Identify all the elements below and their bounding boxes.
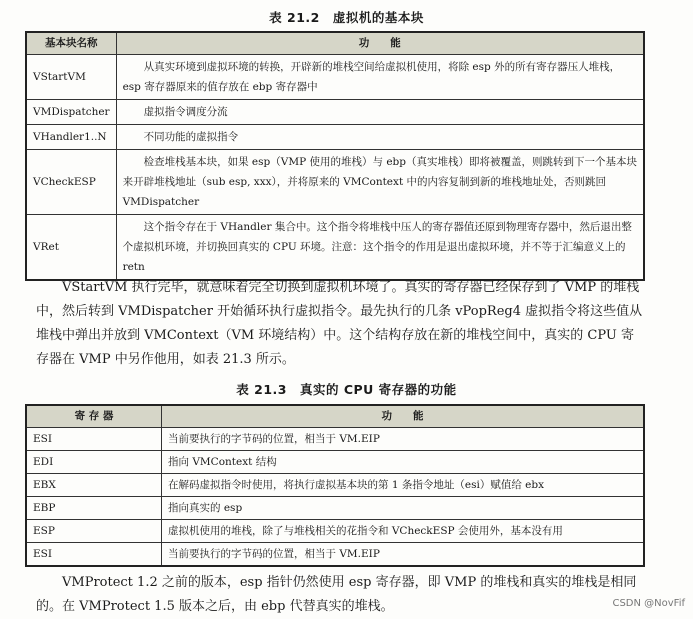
table-row — [26, 520, 644, 543]
register-name: EBX — [26, 474, 162, 497]
watermark: CSDN @NovFif — [612, 598, 685, 609]
column-header-function: 功 能 — [116, 32, 644, 55]
table-row — [26, 55, 644, 100]
block-description: 检查堆栈基本块，如果 esp（VMP 使用的堆栈）与 ebp（真实堆栈）即将被覆盖，则跳转到下一个基本块来开辟堆栈地址（sub esp, xxx），并将原来的 VMContext 中的内容复制到新的堆栈地址处，否则跳回 VMDispatcher — [116, 150, 644, 215]
block-name: VCheckESP — [26, 150, 116, 215]
body-paragraph: VStartVM 执行完毕，就意味着完全切换到虚拟机环境了。真实的寄存器已经保存到了 VMP 的堆栈中，然后转到 VMDispatcher 开始循环执行虚拟指令。最先执行的几条 vPopReg4 虚拟指令将这些值从堆栈中弹出并放到 VMContext（VM 环境结构）中。这个结构存放在新的堆栈空间中，真实的 CPU 寄存器在 VMP 中另作他用，如表 21.3 所示。 — [36, 280, 643, 367]
column-header-function: 功 能 — [162, 405, 645, 428]
table-row — [26, 215, 644, 281]
table-header-row — [26, 32, 644, 55]
block-name: VMDispatcher — [26, 100, 116, 125]
basic-blocks-table — [25, 31, 645, 281]
block-description: 不同功能的虚拟指令 — [116, 125, 644, 150]
register-name: ESI — [26, 543, 162, 567]
table-row — [26, 100, 644, 125]
table1-caption: 表 21.2 虚拟机的基本块 — [269, 10, 424, 25]
register-description: 当前要执行的字节码的位置，相当于 VM.EIP — [162, 428, 645, 451]
cpu-registers-table — [25, 404, 645, 567]
table2-caption: 表 21.3 真实的 CPU 寄存器的功能 — [236, 382, 457, 397]
table-row — [26, 451, 644, 474]
register-description: 指向 VMContext 结构 — [162, 451, 645, 474]
body-paragraph: VMProtect 1.2 之前的版本，esp 指针仍然使用 esp 寄存器，即 VMP 的堆栈和真实的堆栈是相同的。在 VMProtect 1.5 版本之后，由 ebp 代替真实的堆栈。 — [36, 575, 637, 614]
register-name: ESI — [26, 428, 162, 451]
block-name: VHandler1..N — [26, 125, 116, 150]
block-description: 从真实环境到虚拟环境的转换，开辟新的堆栈空间给虚拟机使用，将除 esp 外的所有寄存器压人堆栈，esp 寄存器原来的值存放在 ebp 寄存器中 — [116, 55, 644, 100]
table-row — [26, 497, 644, 520]
register-description: 当前要执行的字节码的位置，相当于 VM.EIP — [162, 543, 645, 567]
register-name: ESP — [26, 520, 162, 543]
register-description: 在解码虚拟指令时使用，将执行虚拟基本块的第 1 条指令地址（esi）赋值给 ebx — [162, 474, 645, 497]
table-row — [26, 543, 644, 567]
block-description: 这个指令存在于 VHandler 集合中。这个指令将堆栈中压人的寄存器值还原到物理寄存器中，然后退出整个虚拟机环境，并切换回真实的 CPU 环境。注意：这个指令的作用是退出虚拟环境，并不等于汇编意义上的 retn — [116, 215, 644, 281]
table-row — [26, 474, 644, 497]
register-description: 虚拟机使用的堆栈，除了与堆栈相关的花指令和 VCheckESP 会使用外，基本没有用 — [162, 520, 645, 543]
table-row — [26, 125, 644, 150]
block-description: 虚拟指令调度分流 — [116, 100, 644, 125]
block-name: VRet — [26, 215, 116, 281]
register-name: EBP — [26, 497, 162, 520]
table-row — [26, 428, 644, 451]
table-header-row — [26, 405, 644, 428]
register-description: 指向真实的 esp — [162, 497, 645, 520]
block-name: VStartVM — [26, 55, 116, 100]
register-name: EDI — [26, 451, 162, 474]
column-header-register: 寄 存 器 — [26, 405, 162, 428]
table-row — [26, 150, 644, 215]
column-header-name: 基本块名称 — [26, 32, 116, 55]
